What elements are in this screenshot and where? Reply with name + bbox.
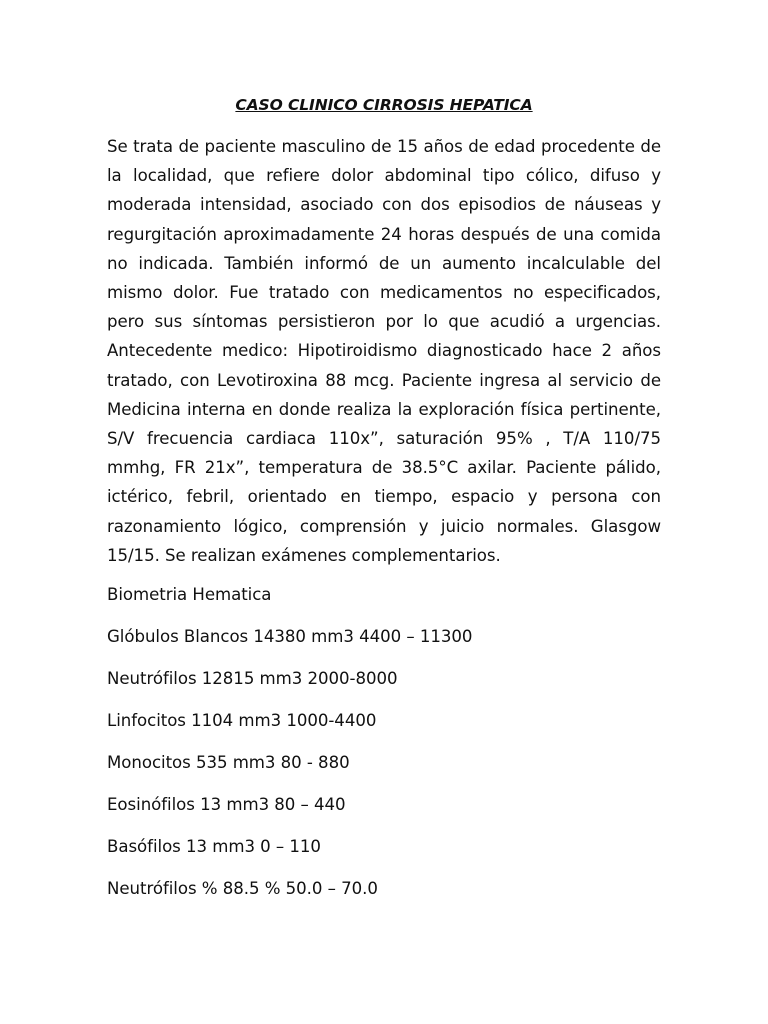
lab-section-heading: Biometria Hematica [107, 585, 272, 605]
lab-result-line: Linfocitos 1104 mm3 1000-4400 [107, 711, 377, 731]
lab-result-line: Neutrófilos 12815 mm3 2000-8000 [107, 669, 398, 689]
lab-results-list [107, 584, 661, 900]
lab-result-line: Glóbulos Blancos 14380 mm3 4400 – 11300 [107, 627, 473, 647]
document-content [107, 94, 661, 920]
case-description-paragraph: Se trata de paciente masculino de 15 años de edad procedente de la localidad, que refiere dolor abdominal tipo cólico, difuso y moderada intensidad, asociado con dos episodios de náuseas y regurgitación aproximadamente 24 horas después de una comida no indicada. También informó de un aumento incalculable del mismo dolor. Fue tratado con medicamentos no especificados, pero sus síntomas persistieron por lo que acudió a urgencias. Antecedente medico: Hipotiroidismo diagnosticado hace 2 años tratado, con Levotiroxina 88 mcg. Paciente ingresa al servicio de Medicina interna en donde realiza la exploración física pertinente, S/V frecuencia cardiaca 110x”, saturación 95% , T/A 110/75 mmhg, FR 21x”, temperatura de 38.5°C axilar. Paciente pálido, ictérico, febril, orientado en tiempo, espacio y persona con razonamiento lógico, comprensión y juicio normales. Glasgow 15/15. Se realizan exámenes complementarios. [107, 137, 661, 565]
lab-result-line: Eosinófilos 13 mm3 80 – 440 [107, 795, 346, 815]
lab-result-line: Monocitos 535 mm3 80 - 880 [107, 753, 350, 773]
lab-result-line: Basófilos 13 mm3 0 – 110 [107, 837, 321, 857]
lab-result-line: Neutrófilos % 88.5 % 50.0 – 70.0 [107, 879, 378, 899]
document-title: CASO CLINICO CIRROSIS HEPATICA [235, 96, 533, 114]
